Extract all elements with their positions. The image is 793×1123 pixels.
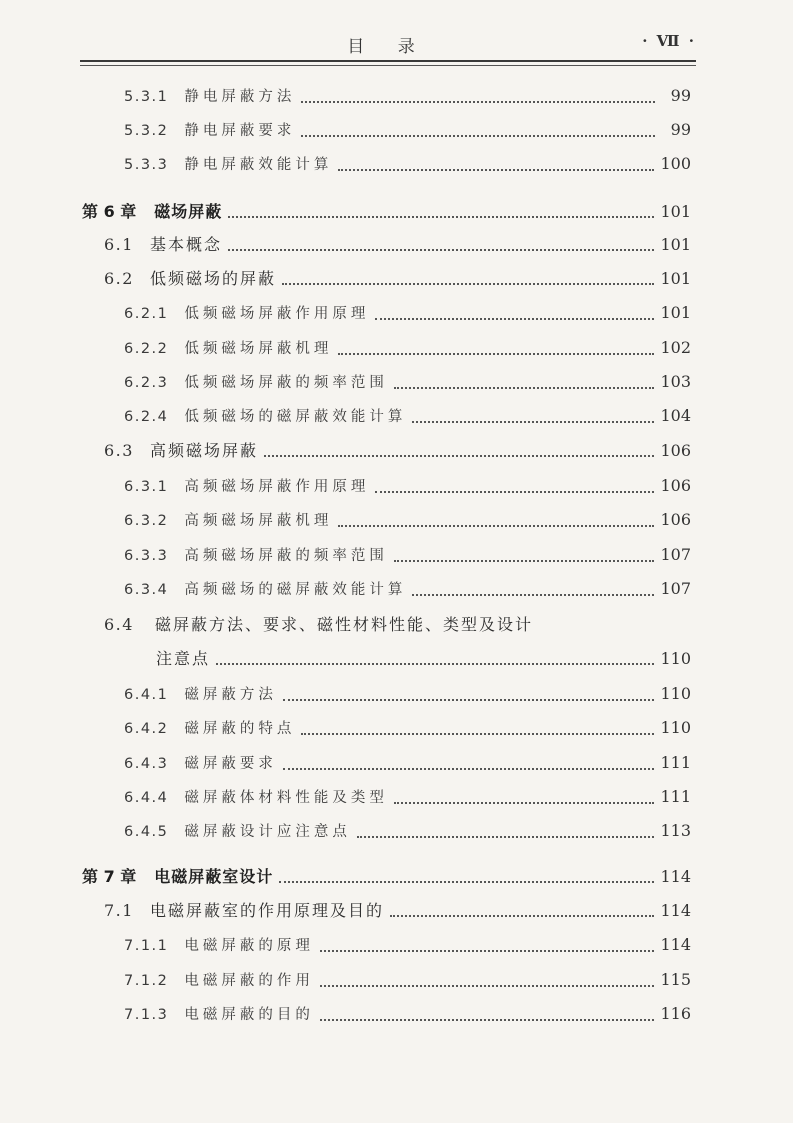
toc-entry[interactable] <box>124 337 691 360</box>
section-number: 7.1.2 <box>124 973 169 989</box>
dot-leader <box>216 659 654 665</box>
page-number: 113 <box>660 821 691 840</box>
dot-leader <box>412 417 654 423</box>
section-title: 磁屏蔽设计应注意点 <box>184 824 351 840</box>
page-number: 103 <box>660 372 691 391</box>
dot-leader <box>301 131 655 137</box>
dot-leader <box>394 798 655 804</box>
toc-entry[interactable] <box>104 900 691 922</box>
section-number: 6.2.2 <box>124 341 169 357</box>
dot-leader <box>283 695 655 701</box>
page-number: 101 <box>660 303 691 322</box>
dot-leader <box>282 279 654 285</box>
page-number: 110 <box>660 718 691 737</box>
dot-leader <box>283 764 655 770</box>
page-number: 101 <box>660 269 691 288</box>
section-title: 静电屏蔽方法 <box>184 89 296 105</box>
page-number: 114 <box>660 867 691 886</box>
dot-leader <box>301 97 655 103</box>
toc-entry[interactable] <box>124 820 691 843</box>
section-number: 6.2.4 <box>124 409 169 425</box>
section-number: 6.3.3 <box>124 548 169 564</box>
page-number: 106 <box>660 510 691 529</box>
section-number: 6.3 <box>104 441 134 460</box>
page-number: 101 <box>660 202 691 221</box>
page-number: 114 <box>660 901 691 920</box>
toc-entry[interactable] <box>124 752 691 775</box>
section-number: 6.4.5 <box>124 824 169 840</box>
section-number: 6.3.4 <box>124 582 169 598</box>
toc-entry[interactable] <box>124 969 691 992</box>
section-title: 高频磁场屏蔽的频率范围 <box>184 548 388 564</box>
toc-entry[interactable] <box>104 440 691 462</box>
toc-entry[interactable] <box>124 153 691 176</box>
section-title: 低频磁场屏蔽机理 <box>184 341 333 357</box>
chapter-number: 第 6 章 <box>82 202 137 221</box>
section-number: 6.4.4 <box>124 790 169 806</box>
header-title: 目 录 <box>347 37 429 57</box>
toc-entry[interactable] <box>124 85 691 108</box>
toc-chapter-entry[interactable] <box>82 866 691 888</box>
header-page-number: · Ⅶ · <box>642 32 696 50</box>
page-number: 110 <box>660 684 691 703</box>
section-number: 6.3.2 <box>124 513 169 529</box>
section-title: 静电屏蔽效能计算 <box>184 157 333 173</box>
dot-leader <box>228 212 654 218</box>
section-title: 磁屏蔽方法 <box>184 687 277 703</box>
toc-entry[interactable] <box>124 544 691 567</box>
dot-leader <box>301 729 654 735</box>
toc-entry[interactable] <box>124 509 691 532</box>
section-title: 高频磁场屏蔽 <box>149 441 258 460</box>
section-number: 5.3.3 <box>124 157 169 173</box>
toc-chapter-entry[interactable] <box>82 201 691 223</box>
section-title: 磁屏蔽方法、要求、磁性材料性能、类型及设计 <box>155 615 534 634</box>
section-title: 高频磁场屏蔽机理 <box>184 513 333 529</box>
dot-leader <box>375 314 654 320</box>
section-title: 磁屏蔽要求 <box>184 756 277 772</box>
dot-leader <box>264 451 654 457</box>
section-title: 磁屏蔽体材料性能及类型 <box>184 790 388 806</box>
page-number: 107 <box>660 545 691 564</box>
toc-entry[interactable] <box>104 268 691 290</box>
section-title: 磁屏蔽的特点 <box>184 721 296 737</box>
section-number: 5.3.2 <box>124 123 169 139</box>
toc-entry[interactable] <box>124 475 691 498</box>
dot-leader <box>320 1015 655 1021</box>
page-number: 110 <box>660 649 691 668</box>
page-number: 101 <box>660 235 691 254</box>
section-number: 6.4.3 <box>124 756 169 772</box>
page-number: 106 <box>660 476 691 495</box>
page-number: 104 <box>660 406 691 425</box>
dot-leader <box>338 165 654 171</box>
dot-leader <box>320 946 655 952</box>
page-number: 102 <box>660 338 691 357</box>
toc-entry[interactable] <box>124 1003 691 1026</box>
section-title: 低频磁场屏蔽作用原理 <box>184 306 370 322</box>
header-rule-thick <box>80 60 696 62</box>
page-number: 115 <box>660 970 691 989</box>
section-number: 6.2.3 <box>124 375 169 391</box>
toc-entry[interactable] <box>124 302 691 325</box>
toc-entry-continuation[interactable] <box>156 648 691 670</box>
header-rule-thin <box>80 65 696 66</box>
section-number: 7.1 <box>104 901 134 920</box>
section-number: 6.4.2 <box>124 721 169 737</box>
section-number: 5.3.1 <box>124 89 169 105</box>
page-number: 100 <box>660 154 691 173</box>
dot-leader <box>375 487 654 493</box>
running-header <box>80 28 696 64</box>
toc-entry[interactable] <box>124 934 691 957</box>
toc-entry[interactable] <box>124 371 691 394</box>
section-title: 低频磁场的屏蔽 <box>149 269 276 288</box>
section-number: 6.2.1 <box>124 306 169 322</box>
section-title: 电磁屏蔽的目的 <box>184 1007 314 1023</box>
dot-leader <box>228 245 654 251</box>
toc-entry[interactable] <box>124 683 691 706</box>
section-title: 电磁屏蔽的原理 <box>184 938 314 954</box>
toc-entry[interactable] <box>124 578 691 601</box>
page-number: 111 <box>660 753 691 772</box>
section-number: 6.4.1 <box>124 687 169 703</box>
section-title: 高频磁场的磁屏蔽效能计算 <box>184 582 407 598</box>
chapter-title: 磁场屏蔽 <box>154 202 223 221</box>
section-number: 7.1.3 <box>124 1007 169 1023</box>
section-number: 6.3.1 <box>124 479 169 495</box>
page-number: 107 <box>660 579 691 598</box>
dot-leader <box>338 349 654 355</box>
toc-entry[interactable] <box>104 234 691 256</box>
toc-entry[interactable] <box>124 786 691 809</box>
chapter-number: 第 7 章 <box>82 867 137 886</box>
toc-entry[interactable] <box>124 405 691 428</box>
page-number: 114 <box>660 935 691 954</box>
dot-leader <box>357 832 655 838</box>
section-title: 高频磁场屏蔽作用原理 <box>184 479 370 495</box>
section-number: 6.2 <box>104 269 134 288</box>
section-number: 7.1.1 <box>124 938 169 954</box>
dot-leader <box>394 556 655 562</box>
section-title: 低频磁场的磁屏蔽效能计算 <box>184 409 407 425</box>
dot-leader <box>320 981 655 987</box>
page-number: 111 <box>660 787 691 806</box>
toc-entry[interactable] <box>124 717 691 740</box>
toc-entry[interactable] <box>124 119 691 142</box>
section-title: 基本概念 <box>149 235 222 254</box>
dot-leader <box>394 383 655 389</box>
page-number: 116 <box>660 1004 691 1023</box>
page-number: 99 <box>670 86 691 105</box>
section-title: 静电屏蔽要求 <box>184 123 296 139</box>
dot-leader <box>390 911 654 917</box>
dot-leader <box>279 877 654 883</box>
section-title-continuation: 注意点 <box>156 649 211 668</box>
page-number: 99 <box>670 120 691 139</box>
dot-leader <box>338 521 654 527</box>
section-number: 6.4 <box>104 615 134 634</box>
section-title: 低频磁场屏蔽的频率范围 <box>184 375 388 391</box>
section-title: 电磁屏蔽的作用 <box>184 973 314 989</box>
section-title: 电磁屏蔽室的作用原理及目的 <box>149 901 384 920</box>
chapter-title: 电磁屏蔽室设计 <box>154 867 274 886</box>
dot-leader <box>412 590 654 596</box>
page-number: 106 <box>660 441 691 460</box>
toc-entry-first-line[interactable] <box>104 614 533 636</box>
section-number: 6.1 <box>104 235 134 254</box>
